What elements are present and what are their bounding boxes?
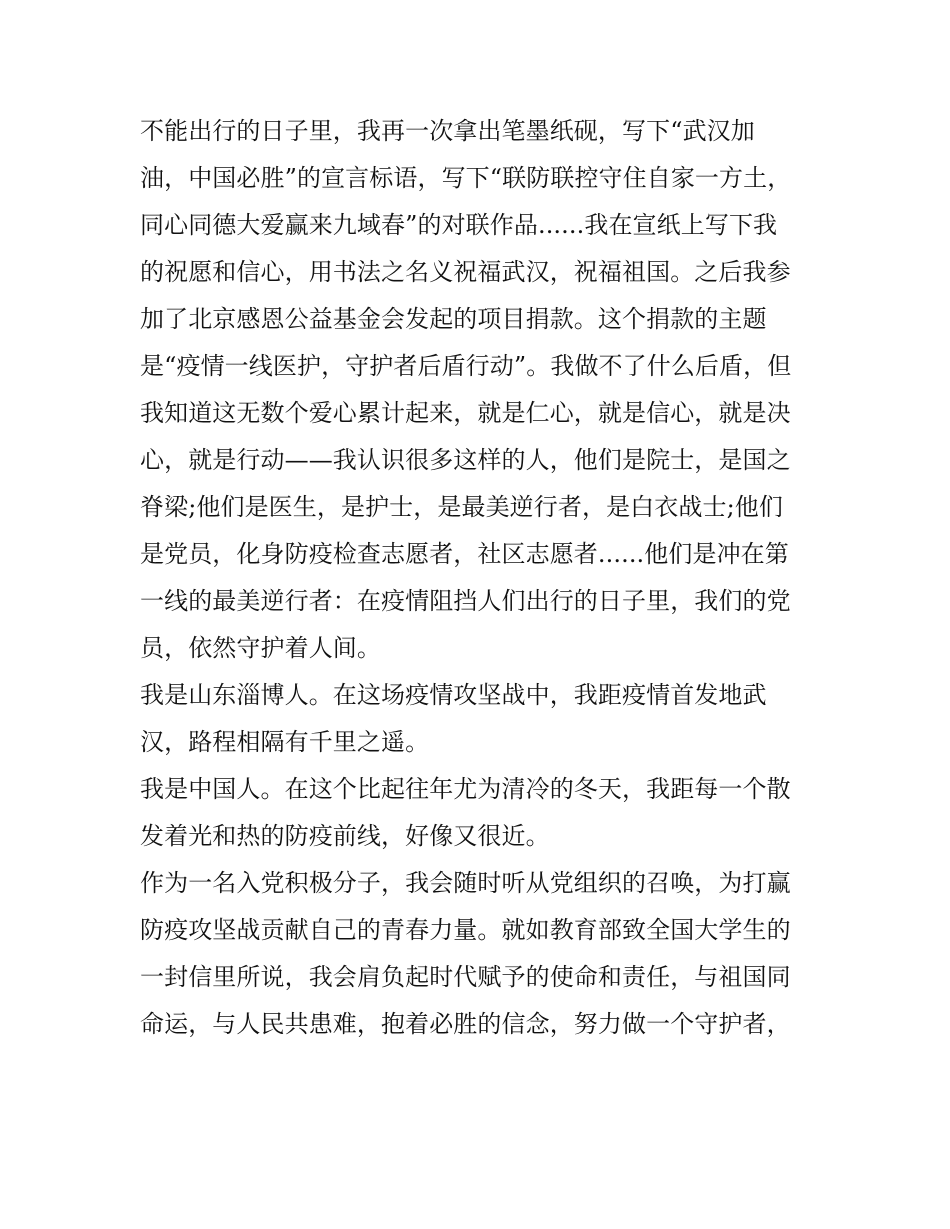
text-line: 的祝愿和信心，用书法之名义祝福武汉，祝福祖国。之后我参 — [140, 258, 791, 286]
text-line: 一封信里所说，我会肩负起时代赋予的使命和责任，与祖国同 — [140, 963, 791, 991]
document-body — [140, 108, 820, 1048]
text-line: 加了北京感恩公益基金会发起的项目捐款。这个捐款的主题 — [140, 305, 767, 333]
text-line: 汉，路程相隔有千里之遥。 — [140, 728, 430, 756]
text-line: 是党员，化身防疫检查志愿者，社区志愿者......他们是冲在第 — [140, 540, 789, 568]
text-line: 我是中国人。在这个比起往年尤为清冷的冬天，我距每一个散 — [140, 775, 791, 803]
text-line: 不能出行的日子里，我再一次拿出笔墨纸砚，写下“武汉加 — [140, 117, 755, 145]
text-line: 我知道这无数个爱心累计起来，就是仁心，就是信心，就是决 — [140, 399, 791, 427]
text-line: 防疫攻坚战贡献自己的青春力量。就如教育部致全国大学生的 — [140, 916, 791, 944]
text-line: 我是山东淄博人。在这场疫情攻坚战中，我距疫情首发地武 — [140, 681, 767, 709]
text-line: 心，就是行动——我认识很多这样的人，他们是院士，是国之 — [140, 446, 791, 474]
text-line: 一线的最美逆行者：在疫情阻挡人们出行的日子里，我们的党 — [140, 587, 791, 615]
text-line: 同心同德大爱赢来九域春”的对联作品......我在宣纸上写下我 — [140, 211, 778, 239]
text-line: 是“疫情一线医护，守护者后盾行动”。我做不了什么后盾，但 — [140, 352, 792, 380]
text-line: 油，中国必胜”的宣言标语，写下“联防联控守住自家一方土， — [140, 164, 792, 192]
text-line: 脊梁;他们是医生，是护士，是最美逆行者，是白衣战士;他们 — [140, 493, 783, 521]
text-line: 员，依然守护着人间。 — [140, 634, 381, 662]
text-line: 命运，与人民共患难，抱着必胜的信念，努力做一个守护者， — [140, 1010, 791, 1038]
text-line: 发着光和热的防疫前线，好像又很近。 — [140, 822, 550, 850]
text-line: 作为一名入党积极分子，我会随时听从党组织的召唤，为打赢 — [140, 869, 791, 897]
